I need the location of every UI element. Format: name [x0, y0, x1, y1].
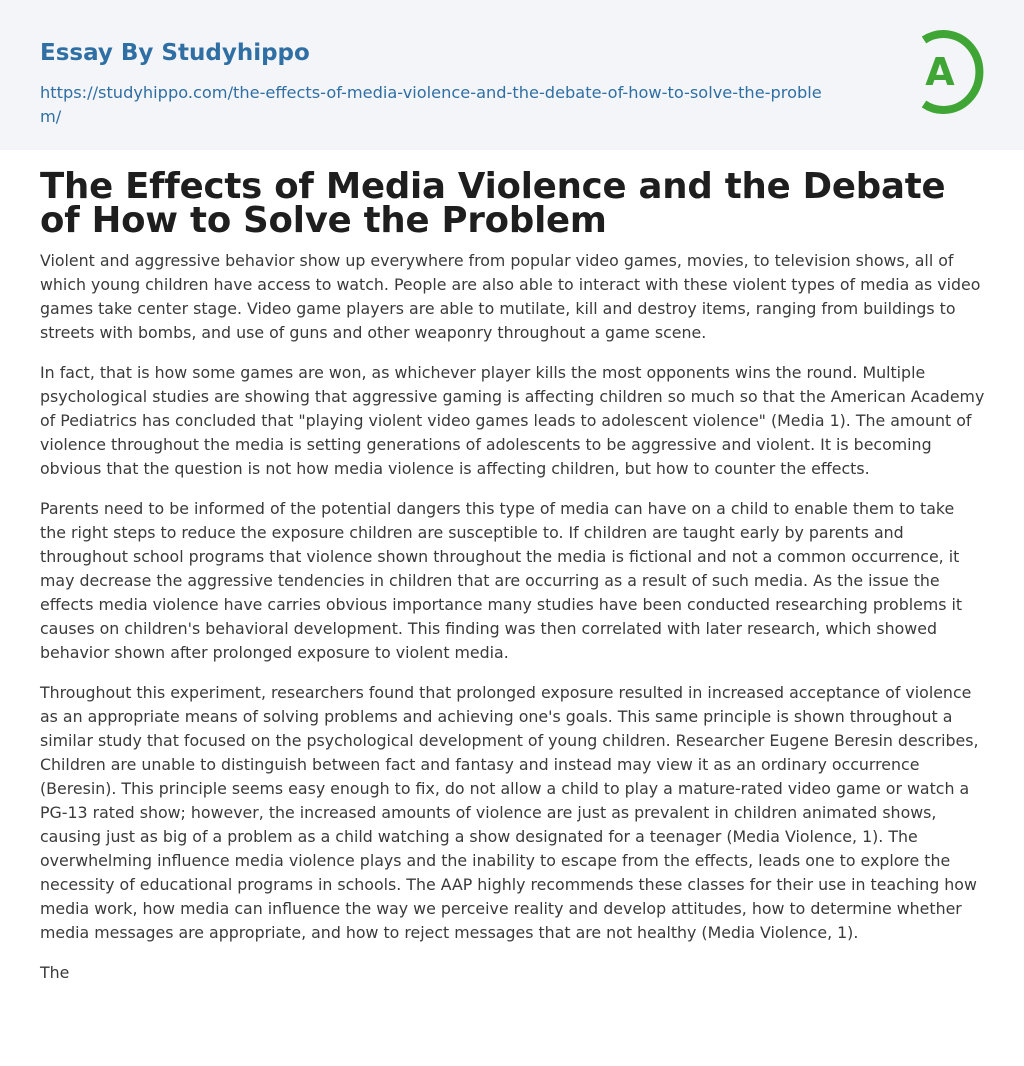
essay-body — [40, 249, 985, 1001]
brand-title[interactable]: Essay By Studyhippo — [40, 40, 310, 66]
essay-title: The Effects of Media Violence and the Debate of How to Solve the Problem — [40, 166, 946, 241]
logo-letter: A — [925, 50, 955, 94]
essay-url-link[interactable]: https://studyhippo.com/the-effects-of-media-violence-and-the-debate-of-how-to-solve-the-problem/ — [40, 83, 822, 126]
essay-paragraph: The — [40, 963, 70, 982]
site-header — [0, 0, 1024, 150]
studyhippo-logo-icon[interactable] — [906, 27, 988, 117]
essay-paragraph: In fact, that is how some games are won, as whichever player kills the most opponents wins the round. Multiple psychological studies are showing that aggressive gaming is affecting children so much so that the American Academy of Pediatrics has concluded that "playing violent video games leads to adolescent violence" (Media 1). The amount of violence throughout the media is setting generations of adolescents to be aggressive and violent. It is becoming obvious that the question is not how media violence is affecting children, but how to counter the effects. — [40, 363, 985, 478]
essay-paragraph: Throughout this experiment, researchers found that prolonged exposure resulted in increased acceptance of violence as an appropriate means of solving problems and achieving one's goals. This same principle is shown throughout a similar study that focused on the psychological development of young children. Researcher Eugene Beresin describes, Children are unable to distinguish between fact and fantasy and instead may view it as an ordinary occurrence (Beresin). This principle seems easy enough to fix, do not allow a child to play a mature-rated video game or watch a PG-13 rated show; however, the increased amounts of violence are just as prevalent in children animated shows, causing just as big of a problem as a child watching a show designated for a teenager (Media Violence, 1). The overwhelming influence media violence plays and the inability to escape from the effects, leads one to explore the necessity of educational programs in schools. The AAP highly recommends these classes for their use in teaching how media work, how media can influence the way we perceive reality and develop attitudes, how to determine whether media messages are appropriate, and how to reject messages that are not healthy (Media Violence, 1). — [40, 683, 979, 942]
essay-paragraph: Parents need to be informed of the potential dangers this type of media can have on a child to enable them to take the right steps to reduce the exposure children are susceptible to. If children are taught early by parents and throughout school programs that violence shown throughout the media is fictional and not a common occurrence, it may decrease the aggressive tendencies in children that are occurring as a result of such media. As the issue the effects media violence have carries obvious importance many studies have been conducted researching problems it causes on children's behavioral development. This finding was then correlated with later research, which showed behavior shown after prolonged exposure to violent media. — [40, 499, 963, 662]
essay-paragraph: Violent and aggressive behavior show up everywhere from popular video games, movies, to television shows, all of which young children have access to watch. People are also able to interact with these violent types of media as video games take center stage. Video game players are able to mutilate, kill and destroy items, ranging from buildings to streets with bombs, and use of guns and other weaponry throughout a game scene. — [40, 251, 981, 342]
